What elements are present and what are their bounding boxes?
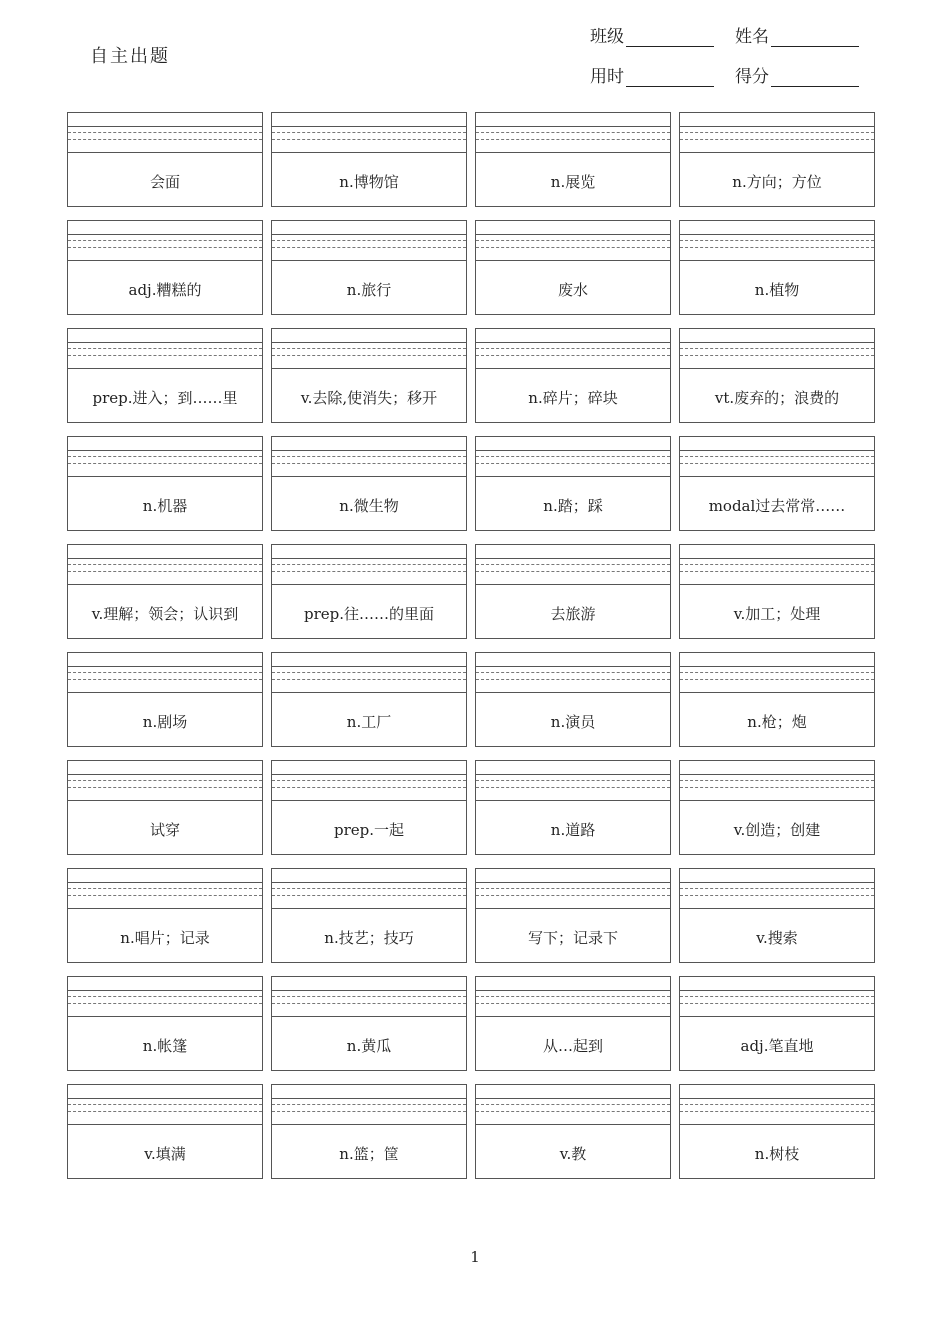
guide-line [68,774,262,775]
guide-line [272,990,466,991]
vocab-card [679,760,875,855]
card-meaning: n.踏；踩 [543,497,603,515]
writing-lines[interactable] [680,761,874,801]
guide-line [476,463,670,464]
vocab-card [271,112,467,207]
page-title: 自主出题 [90,46,170,67]
writing-lines[interactable] [680,545,874,585]
guide-line [476,774,670,775]
card-meaning: v.去除,使消失；移开 [300,389,438,407]
card-meaning: vt.废弃的；浪费的 [714,389,840,407]
writing-lines[interactable] [272,869,466,909]
guide-line [68,666,262,667]
score-blank[interactable] [771,68,859,87]
vocab-card [271,328,467,423]
card-meaning: 去旅游 [550,605,596,623]
guide-line [680,234,874,235]
vocab-card [475,328,671,423]
guide-line [680,990,874,991]
writing-lines[interactable] [476,545,670,585]
writing-lines[interactable] [272,761,466,801]
writing-lines[interactable] [68,113,262,153]
card-meaning: n.展览 [550,173,596,191]
writing-lines[interactable] [680,437,874,477]
class-blank[interactable] [626,28,714,47]
card-meaning: n.旅行 [346,281,392,299]
guide-line [272,774,466,775]
guide-line [272,679,466,680]
vocab-card [67,1084,263,1179]
guide-line [272,666,466,667]
guide-line [68,571,262,572]
writing-lines[interactable] [680,113,874,153]
guide-line [68,1111,262,1112]
guide-line [272,1104,466,1105]
guide-line [476,240,670,241]
guide-line [68,240,262,241]
guide-line [272,1098,466,1099]
guide-line [680,895,874,896]
guide-line [476,342,670,343]
card-meaning: v.教 [559,1145,587,1163]
guide-line [476,558,670,559]
guide-line [680,571,874,572]
guide-line [680,247,874,248]
time-field[interactable] [590,62,735,87]
vocab-card [67,436,263,531]
guide-line [680,1111,874,1112]
vocab-card [679,112,875,207]
name-label: 姓名 [735,27,769,47]
guide-line [272,126,466,127]
guide-line [68,679,262,680]
card-meaning: 废水 [557,281,588,299]
vocab-card [67,328,263,423]
guide-line [476,895,670,896]
card-meaning: 从…起到 [542,1037,603,1055]
guide-line [68,355,262,356]
guide-line [68,882,262,883]
guide-line [680,463,874,464]
writing-lines[interactable] [680,1085,874,1125]
vocab-card [271,220,467,315]
guide-line [272,787,466,788]
writing-lines[interactable] [680,869,874,909]
writing-lines[interactable] [680,653,874,693]
card-meaning: n.演员 [550,713,596,731]
writing-lines[interactable] [68,221,262,261]
vocab-card [271,1084,467,1179]
guide-line [272,348,466,349]
writing-lines[interactable] [68,653,262,693]
writing-lines[interactable] [68,761,262,801]
guide-line [680,132,874,133]
score-field[interactable] [735,62,880,87]
guide-line [272,342,466,343]
guide-line [476,882,670,883]
guide-line [68,234,262,235]
vocabulary-grid [67,112,874,1179]
guide-line [680,456,874,457]
guide-line [680,240,874,241]
guide-line [476,139,670,140]
guide-line [680,780,874,781]
writing-lines[interactable] [272,977,466,1017]
name-blank[interactable] [771,28,859,47]
vocab-card [679,868,875,963]
card-meaning: n.黄瓜 [346,1037,392,1055]
vocab-card [475,1084,671,1179]
guide-line [272,564,466,565]
writing-lines[interactable] [272,1085,466,1125]
guide-line [476,888,670,889]
vocab-card [475,760,671,855]
card-meaning: n.帐篷 [142,1037,188,1055]
guide-line [476,450,670,451]
guide-line [680,888,874,889]
guide-line [476,355,670,356]
card-meaning: v.加工；处理 [733,605,821,623]
guide-line [680,1098,874,1099]
guide-line [476,564,670,565]
card-meaning: v.搜索 [756,929,798,947]
guide-line [476,679,670,680]
card-meaning: n.剧场 [142,713,188,731]
writing-lines[interactable] [272,545,466,585]
vocab-card [475,112,671,207]
guide-line [272,463,466,464]
vocab-card [67,220,263,315]
guide-line [680,1104,874,1105]
card-meaning: n.树枝 [754,1145,800,1163]
guide-line [68,132,262,133]
guide-line [680,679,874,680]
writing-lines[interactable] [68,437,262,477]
guide-line [476,348,670,349]
guide-line [680,342,874,343]
guide-line [680,1003,874,1004]
guide-line [68,996,262,997]
writing-lines[interactable] [476,221,670,261]
guide-line [680,126,874,127]
guide-line [476,1098,670,1099]
vocab-card [679,544,875,639]
writing-lines[interactable] [272,221,466,261]
guide-line [68,463,262,464]
guide-line [272,558,466,559]
guide-line [272,1003,466,1004]
card-meaning: n.技艺；技巧 [324,929,414,947]
vocab-card [67,112,263,207]
writing-lines[interactable] [680,977,874,1017]
guide-line [68,888,262,889]
guide-line [476,132,670,133]
guide-line [68,990,262,991]
writing-lines[interactable] [680,221,874,261]
guide-line [476,672,670,673]
class-field[interactable] [590,22,735,47]
vocab-card [67,652,263,747]
card-meaning: n.微生物 [339,497,399,515]
vocab-card [475,436,671,531]
vocab-card [271,436,467,531]
class-label: 班级 [590,27,624,47]
card-meaning: n.唱片；记录 [120,929,210,947]
guide-line [68,456,262,457]
card-meaning: adj.糟糕的 [128,281,202,299]
guide-line [272,139,466,140]
guide-line [272,571,466,572]
guide-line [476,456,670,457]
card-meaning: prep.进入；到……里 [92,389,238,407]
card-meaning: n.碎片；碎块 [528,389,618,407]
guide-line [680,672,874,673]
guide-line [476,126,670,127]
guide-line [272,1111,466,1112]
card-meaning: v.创造；创建 [733,821,821,839]
card-meaning: 写下；记录下 [527,929,618,947]
card-meaning: n.机器 [142,497,188,515]
guide-line [680,882,874,883]
guide-line [680,564,874,565]
guide-line [476,571,670,572]
guide-line [272,895,466,896]
card-meaning: prep.往……的里面 [303,605,435,623]
guide-line [476,996,670,997]
writing-lines[interactable] [68,869,262,909]
writing-lines[interactable] [272,653,466,693]
vocab-card [475,220,671,315]
guide-line [68,672,262,673]
writing-lines[interactable] [680,329,874,369]
writing-lines[interactable] [68,977,262,1017]
guide-line [272,996,466,997]
writing-lines[interactable] [476,653,670,693]
guide-line [68,1003,262,1004]
time-label: 用时 [590,67,624,87]
writing-lines[interactable] [68,1085,262,1125]
guide-line [272,234,466,235]
score-label: 得分 [735,67,769,87]
writing-lines[interactable] [68,329,262,369]
guide-line [272,888,466,889]
guide-line [68,348,262,349]
card-meaning: n.博物馆 [339,173,399,191]
guide-line [68,1104,262,1105]
guide-line [272,247,466,248]
card-meaning: n.篮；筐 [339,1145,399,1163]
guide-line [68,787,262,788]
card-meaning: n.方向；方位 [732,173,822,191]
writing-lines[interactable] [272,437,466,477]
guide-line [476,1104,670,1105]
guide-line [272,780,466,781]
vocab-card [271,760,467,855]
vocab-card [475,868,671,963]
card-meaning: n.道路 [550,821,596,839]
vocab-card [475,544,671,639]
guide-line [272,132,466,133]
guide-line [476,990,670,991]
vocab-card [679,976,875,1071]
vocab-card [475,652,671,747]
guide-line [680,348,874,349]
vocab-card [67,544,263,639]
guide-line [68,450,262,451]
card-meaning: prep.一起 [333,821,405,839]
vocab-card [271,652,467,747]
student-info [590,22,880,102]
guide-line [680,139,874,140]
guide-line [68,895,262,896]
writing-lines[interactable] [68,545,262,585]
guide-line [680,355,874,356]
guide-line [272,456,466,457]
vocab-card [679,652,875,747]
vocab-card [679,436,875,531]
time-blank[interactable] [626,68,714,87]
guide-line [272,672,466,673]
guide-line [272,240,466,241]
vocab-card [271,976,467,1071]
writing-lines[interactable] [476,1085,670,1125]
guide-line [680,558,874,559]
vocab-card [271,868,467,963]
writing-lines[interactable] [476,977,670,1017]
writing-lines[interactable] [476,761,670,801]
card-meaning: adj.笔直地 [740,1037,814,1055]
writing-lines[interactable] [476,113,670,153]
vocab-card [67,976,263,1071]
guide-line [68,247,262,248]
vocab-card [271,544,467,639]
guide-line [476,780,670,781]
card-meaning: n.工厂 [346,713,392,731]
guide-line [476,1003,670,1004]
card-meaning: n.枪；炮 [747,713,807,731]
vocab-card [679,220,875,315]
guide-line [68,780,262,781]
guide-line [272,882,466,883]
card-meaning: modal过去常常…… [708,497,846,515]
guide-line [68,564,262,565]
guide-line [680,774,874,775]
writing-lines[interactable] [476,437,670,477]
card-meaning: 会面 [149,173,180,191]
vocab-card [67,760,263,855]
guide-line [476,787,670,788]
writing-lines[interactable] [272,113,466,153]
guide-line [68,1098,262,1099]
vocab-card [475,976,671,1071]
writing-lines[interactable] [476,329,670,369]
guide-line [68,558,262,559]
guide-line [68,126,262,127]
guide-line [68,139,262,140]
vocab-card [679,328,875,423]
page-number: 1 [470,1248,480,1266]
guide-line [680,996,874,997]
guide-line [680,666,874,667]
vocab-card [679,1084,875,1179]
card-meaning: v.填满 [144,1145,186,1163]
vocab-card [67,868,263,963]
card-meaning: v.理解；领会；认识到 [91,605,239,623]
guide-line [476,234,670,235]
card-meaning: 试穿 [149,821,180,839]
guide-line [272,355,466,356]
guide-line [476,247,670,248]
guide-line [272,450,466,451]
writing-lines[interactable] [272,329,466,369]
guide-line [680,787,874,788]
name-field[interactable] [735,22,880,47]
guide-line [680,450,874,451]
guide-line [68,342,262,343]
guide-line [476,666,670,667]
card-meaning: n.植物 [754,281,800,299]
writing-lines[interactable] [476,869,670,909]
guide-line [476,1111,670,1112]
